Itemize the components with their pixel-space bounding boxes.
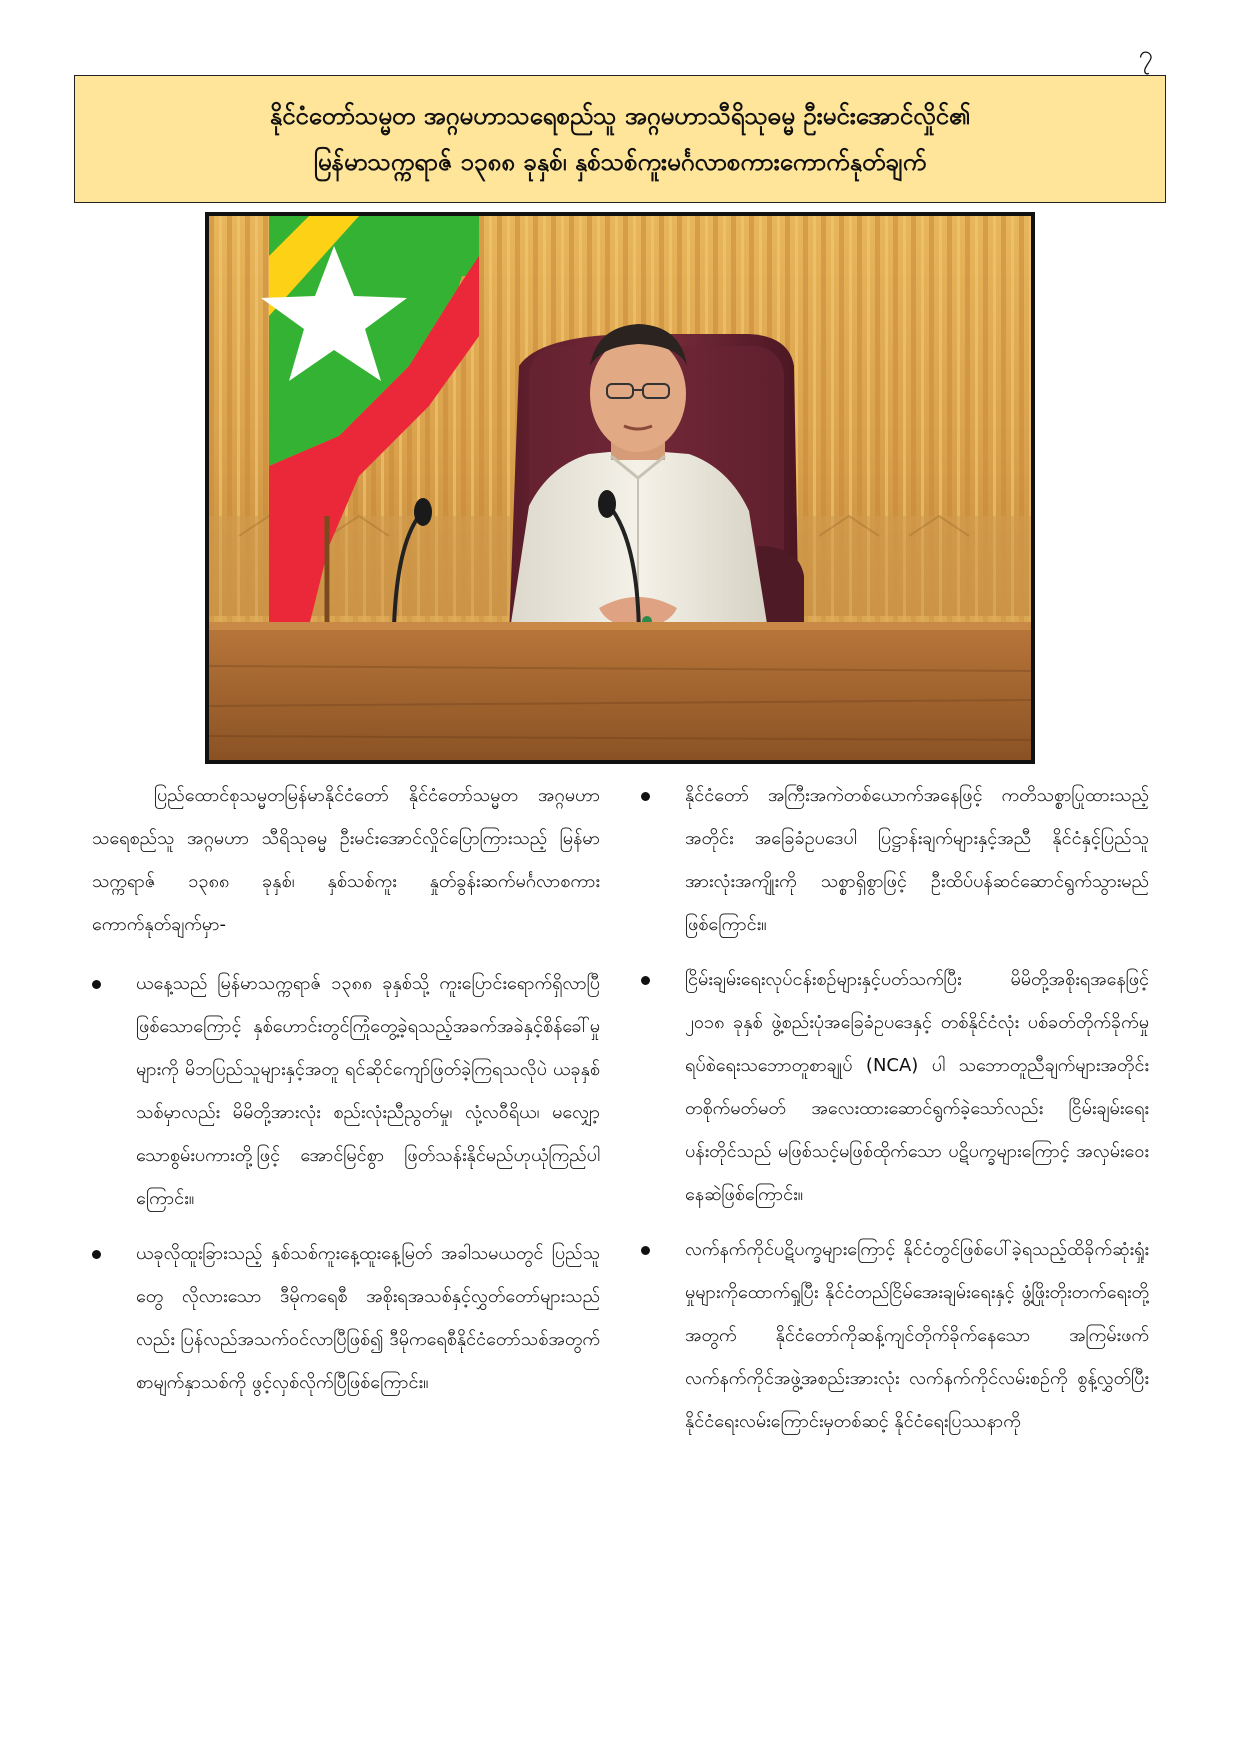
bullet-icon — [92, 980, 101, 989]
left-column — [92, 774, 600, 1416]
bullet-icon — [641, 976, 650, 985]
headline-box — [74, 75, 1166, 203]
desk — [209, 622, 1031, 760]
list-item-text: ယနေ့သည် မြန်မာသက္ကရာဇ် ၁၃၈၈ ခုနှစ်သို့ ကူးပြောင်းရောက်ရှိလာပြီဖြစ်သောကြောင့် နှစ်ဟောင်းတွင်ကြုံတွေ့ခဲ့ရသည့်အခက်အခဲနှင့်စိန်ခေါ်မှုများကို မိဘပြည်သူများနှင့်အတူ ရင်ဆိုင်ကျော်ဖြတ်ခဲ့ကြရသလိုပဲ ယခုနှစ်သစ်မှာလည်း မိမိတို့အားလုံး စည်းလုံးညီညွတ်မှု၊ လုံ့လဝီရိယ၊ မလျှော့သောစွမ်းပကားတို့ဖြင့် အောင်မြင်စွာ ဖြတ်သန်းနိုင်မည်ဟုယုံကြည်ပါကြောင်း။ — [136, 973, 600, 1209]
list-item — [641, 958, 1149, 1216]
list-item — [92, 1232, 600, 1404]
bullet-icon — [92, 1250, 101, 1259]
speech-photo — [205, 212, 1035, 764]
photo-scene — [209, 216, 1031, 760]
headline-line-2: မြန်မာသက္ကရာဇ် ၁၃၈၈ ခုနှစ်၊ နှစ်သစ်ကူးမင်္ဂလာစကားကောက်နုတ်ချက် — [313, 148, 927, 176]
bullet-icon — [641, 1246, 650, 1255]
bullet-icon — [641, 792, 650, 801]
list-item — [92, 962, 600, 1220]
list-item-text: ယခုလိုထူးခြားသည့် နှစ်သစ်ကူးနေ့ထူးနေ့မြတ် အခါသမယတွင် ပြည်သူတွေ လိုလားသော ဒီမိုကရေစီ အစိုးရအသစ်နှင့်လွှတ်တော်များသည်လည်း ပြန်လည်အသက်ဝင်လာပြီဖြစ်၍ ဒီမိုကရေစီနိုင်ငံတော်သစ်အတွက် စာမျက်နှာသစ်ကို ဖွင့်လှစ်လိုက်ပြီဖြစ်ကြောင်း။ — [136, 1243, 600, 1393]
list-item-text: ငြိမ်းချမ်းရေးလုပ်ငန်းစဉ်များနှင့်ပတ်သက်ပြီး မိမိတို့အစိုးရအနေဖြင့် ၂၀၁၈ ခုနှစ် ဖွဲ့စည်းပုံအခြေခံဥပဒေနှင့် တစ်နိုင်ငံလုံး ပစ်ခတ်တိုက်ခိုက်မှုရပ်စဲရေးသဘောတူစာချုပ် (NCA) ပါ သဘောတူညီချက်များအတိုင်း တစိုက်မတ်မတ် အလေးထားဆောင်ရွက်ခဲ့သော်လည်း ငြိမ်းချမ်းရေးပန်းတိုင်သည် မဖြစ်သင့်မဖြစ်ထိုက်သော ပဋိပက္ခများကြောင့် အလှမ်းဝေးနေဆဲဖြစ်ကြောင်း။ — [685, 969, 1149, 1205]
list-item — [641, 1228, 1149, 1443]
list-item — [641, 774, 1149, 946]
intro-paragraph: ပြည်ထောင်စုသမ္မတမြန်မာနိုင်ငံတော် နိုင်ငံတော်သမ္မတ အဂ္ဂမဟာသရေစည်သူ အဂ္ဂမဟာ သီရိသုဓမ္မ ဦးမင်းအောင်လှိုင်ပြောကြားသည့် မြန်မာသက္ကရာဇ် ၁၃၈၈ ခုနှစ်၊ နှစ်သစ်ကူး နှုတ်ခွန်းဆက်မင်္ဂလာစကားကောက်နုတ်ချက်မှာ- — [92, 785, 600, 935]
headline-line-1: နိုင်ငံတော်သမ္မတ အဂ္ဂမဟာသရေစည်သူ အဂ္ဂမဟာသီရိသုဓမ္မ ဦးမင်းအောင်လှိုင်၏ — [269, 102, 971, 130]
list-item-text: လက်နက်ကိုင်ပဋိပက္ခများကြောင့် နိုင်ငံတွင်ဖြစ်ပေါ်ခဲ့ရသည့်ထိခိုက်ဆုံးရှုံးမှုများကိုထောက်ရှုပြီး နိုင်ငံတည်ငြိမ်အေးချမ်းရေးနှင့် ဖွံ့ဖြိုးတိုးတက်ရေးတို့အတွက် နိုင်ငံတော်ကိုဆန့်ကျင်တိုက်ခိုက်နေသော အကြမ်းဖက်လက်နက်ကိုင်အဖွဲ့အစည်းအားလုံး လက်နက်ကိုင်လမ်းစဉ်ကို စွန့်လွှတ်ပြီး နိုင်ငံရေးလမ်းကြောင်းမှတစ်ဆင့် နိုင်ငံရေးပြဿနာကို — [685, 1239, 1149, 1432]
list-item-text: နိုင်ငံတော် အကြီးအကဲတစ်ယောက်အနေဖြင့် ကတိသစ္စာပြုထားသည့်အတိုင်း အခြေခံဥပဒေပါ ပြဋ္ဌာန်းချက်များနှင့်အညီ နိုင်ငံနှင့်ပြည်သူအားလုံးအကျိုးကို သစ္စာရှိစွာဖြင့် ဦးထိပ်ပန်ဆင်ဆောင်ရွက်သွားမည်ဖြစ်ကြောင်း။ — [685, 785, 1149, 935]
page-number: ၇ — [1138, 40, 1153, 70]
right-column — [641, 774, 1149, 1455]
